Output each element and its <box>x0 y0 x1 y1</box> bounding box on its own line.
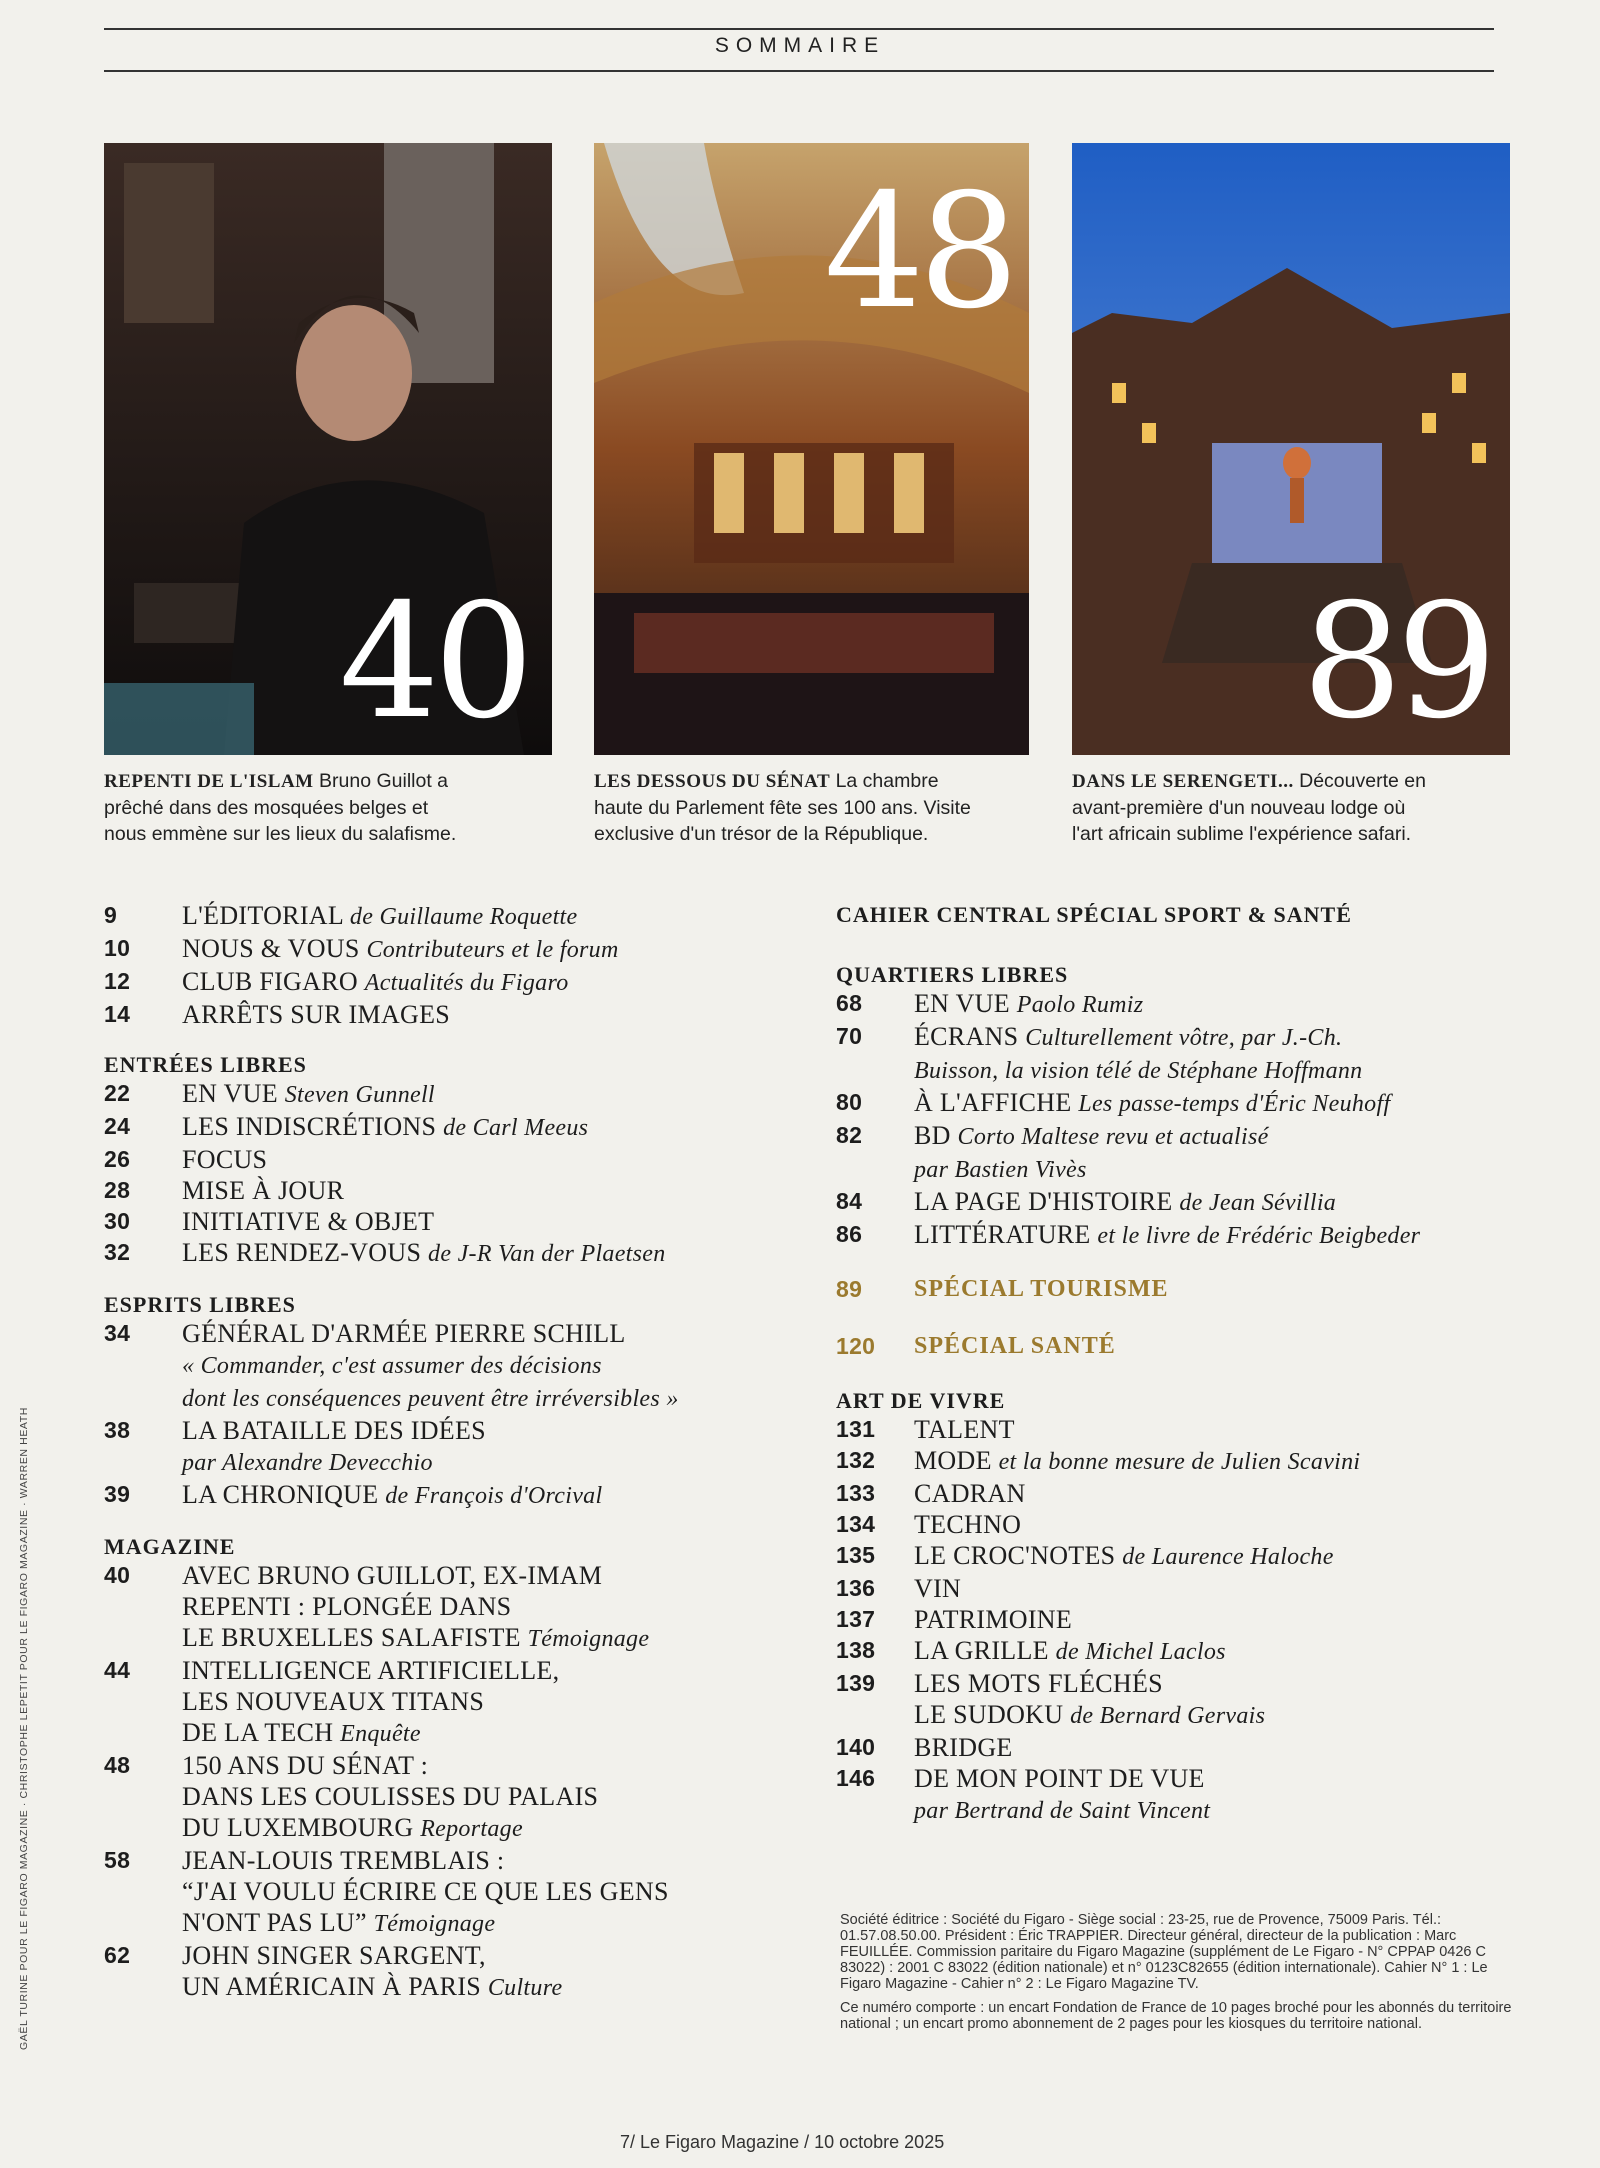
toc-item[interactable]: 132 MODE et la bonne mesure de Julien Scavini <box>836 1446 1361 1475</box>
cahier-central-heading: CAHIER CENTRAL SPÉCIAL SPORT & SANTÉ <box>836 902 1352 927</box>
photo-repenti-number: 40 <box>339 570 529 754</box>
section-heading-magazine: MAGAZINE <box>104 1534 236 1559</box>
toc-item[interactable]: 133 CADRAN <box>836 1479 1026 1508</box>
toc-left-column <box>104 900 804 2004</box>
toc-item[interactable]: 139 LES MOTS FLÉCHÉS LE SUDOKU de Bernard Gervais <box>836 1669 1266 1729</box>
top-rule <box>104 28 1494 30</box>
toc-item[interactable]: 131 TALENT <box>836 1415 1015 1444</box>
caption-head: LES DESSOUS DU SÉNAT <box>594 771 831 792</box>
toc-item[interactable]: 14 ARRÊTS SUR IMAGES <box>104 1000 451 1029</box>
toc-item[interactable]: 70 ÉCRANS Culturellement vôtre, par J.-Ch. Buisson, la vision télé de Stéphane Hoffmann <box>836 1022 1363 1084</box>
toc-item[interactable]: 138 LA GRILLE de Michel Laclos <box>836 1636 1226 1665</box>
toc-item[interactable]: 82 BD Corto Maltese revu et actualisé par Bastien Vivès <box>836 1121 1269 1183</box>
toc-item[interactable]: 9 L'ÉDITORIAL de Guillaume Roquette <box>104 901 578 930</box>
toc-item[interactable]: 58 JEAN-LOUIS TREMBLAIS : “J'AI VOULU ÉCRIRE CE QUE LES GENS N'ONT PAS LU” Témoignage <box>104 1846 669 1937</box>
toc-item[interactable]: 86 LITTÉRATURE et le livre de Frédéric Beigbeder <box>836 1220 1421 1249</box>
toc-item[interactable]: 136 VIN <box>836 1574 962 1603</box>
toc-special-sante[interactable]: 120 SPÉCIAL SANTÉ <box>836 1333 1116 1359</box>
header-rule <box>104 70 1494 72</box>
section-heading-art: ART DE VIVRE <box>836 1388 1006 1413</box>
section-heading-esprits: ESPRITS LIBRES <box>104 1292 296 1317</box>
photo-serengeti-number: 89 <box>1302 570 1492 754</box>
caption-head: DANS LE SERENGETI... <box>1072 771 1294 792</box>
toc-item[interactable]: 12 CLUB FIGARO Actualités du Figaro <box>104 967 569 996</box>
toc-item[interactable]: 34 GÉNÉRAL D'ARMÉE PIERRE SCHILL « Commander, c'est assumer des décisions dont les conséquences peuvent être irréversibles » <box>104 1319 679 1412</box>
toc-item[interactable]: 38 LA BATAILLE DES IDÉES par Alexandre Devecchio <box>104 1416 486 1476</box>
photo-credits <box>18 1350 34 2050</box>
legal-publisher: Société éditrice : Société du Figaro - Siège social : 23-25, rue de Provence, 75009 Paris. Tél.: 01.57.08.50.00. Président : Éric TRAPPIER. Directeur général, directeur de la publication : Marc FEUILLÉE. Commission paritaire du Figaro Magazine (supplément de Le Figaro - N° CPPAP 0426 C 83022) : 2001 C 83022 (édition nationale) et n° 0123C82655 (édition internationale). Cahier N° 1 : Le Figaro Magazine - Cahier n° 2 : Le Figaro Magazine TV. <box>840 1912 1488 1992</box>
toc-item[interactable]: 28 MISE À JOUR <box>104 1176 345 1205</box>
toc-item[interactable]: 26 FOCUS <box>104 1145 268 1174</box>
toc-item[interactable]: 134 TECHNO <box>836 1510 1022 1539</box>
toc-item[interactable]: 32 LES RENDEZ-VOUS de J-R Van der Plaetsen <box>104 1238 666 1267</box>
caption-repenti: REPENTI DE L'ISLAM Bruno Guillot a prêché dans des mosquées belges et nous emmène sur les lieux du salafisme. <box>104 770 457 845</box>
toc-item[interactable]: 40 AVEC BRUNO GUILLOT, EX-IMAM REPENTI : PLONGÉE DANS LE BRUXELLES SALAFISTE Témoignage <box>104 1561 650 1652</box>
photo-repenti[interactable] <box>104 143 552 755</box>
legal-notice <box>840 1912 1530 2032</box>
toc-item[interactable]: 137 PATRIMOINE <box>836 1605 1073 1634</box>
toc-item[interactable]: 140 BRIDGE <box>836 1733 1013 1762</box>
photo-senat-number: 48 <box>824 160 1014 344</box>
legal-inserts: Ce numéro comporte : un encart Fondation de France de 10 pages broché pour les abonnés du territoire national ; un encart promo abonnement de 2 pages pour les kiosques du territoire national. <box>840 2000 1512 2032</box>
caption-head: REPENTI DE L'ISLAM <box>104 771 314 792</box>
photo-serengeti[interactable] <box>1072 143 1510 755</box>
toc-item[interactable]: 10 NOUS & VOUS Contributeurs et le forum <box>104 934 619 963</box>
toc-right-column <box>836 902 1536 1827</box>
toc-item[interactable]: 30 INITIATIVE & OBJET <box>104 1207 435 1236</box>
toc-item[interactable]: 146 DE MON POINT DE VUE par Bertrand de Saint Vincent <box>836 1764 1211 1824</box>
caption-senat: LES DESSOUS DU SÉNAT La chambre haute du Parlement fête ses 100 ans. Visite exclusive d'un trésor de la République. <box>594 770 971 845</box>
toc-item[interactable]: 24 LES INDISCRÉTIONS de Carl Meeus <box>104 1112 589 1141</box>
toc-item[interactable]: 68 EN VUE Paolo Rumiz <box>836 989 1144 1018</box>
section-heading-entrees: ENTRÉES LIBRES <box>104 1052 307 1077</box>
toc-top-list <box>104 900 804 1030</box>
toc-item[interactable]: 44 INTELLIGENCE ARTIFICIELLE, LES NOUVEAUX TITANS DE LA TECH Enquête <box>104 1656 560 1747</box>
toc-item[interactable]: 80 À L'AFFICHE Les passe-temps d'Éric Neuhoff <box>836 1088 1391 1117</box>
toc-item[interactable]: 22 EN VUE Steven Gunnell <box>104 1079 435 1108</box>
caption-serengeti: DANS LE SERENGETI... Découverte en avant-première d'un nouveau lodge où l'art africain sublime l'expérience safari. <box>1072 770 1426 845</box>
photo-senat[interactable] <box>594 143 1029 755</box>
toc-item[interactable]: 135 LE CROC'NOTES de Laurence Haloche <box>836 1541 1334 1570</box>
toc-item[interactable]: 39 LA CHRONIQUE de François d'Orcival <box>104 1480 603 1509</box>
photo-credits-text: GAËL TURINE POUR LE FIGARO MAGAZINE · CHRISTOPHE LEPETIT POUR LE FIGARO MAGAZINE · WARREN HEATH <box>18 1407 30 2050</box>
toc-item[interactable]: 48 150 ANS DU SÉNAT : DANS LES COULISSES DU PALAIS DU LUXEMBOURG Reportage <box>104 1751 599 1842</box>
toc-special-tourisme[interactable]: 89 SPÉCIAL TOURISME <box>836 1276 1169 1302</box>
page-footer: 7/ Le Figaro Magazine / 10 octobre 2025 <box>620 2132 945 2152</box>
section-heading-quartiers: QUARTIERS LIBRES <box>836 962 1069 987</box>
toc-item[interactable]: 84 LA PAGE D'HISTOIRE de Jean Sévillia <box>836 1187 1337 1216</box>
toc-item[interactable]: 62 JOHN SINGER SARGENT, UN AMÉRICAIN À PARIS Culture <box>104 1941 563 2001</box>
page-title: SOMMAIRE <box>714 34 886 57</box>
